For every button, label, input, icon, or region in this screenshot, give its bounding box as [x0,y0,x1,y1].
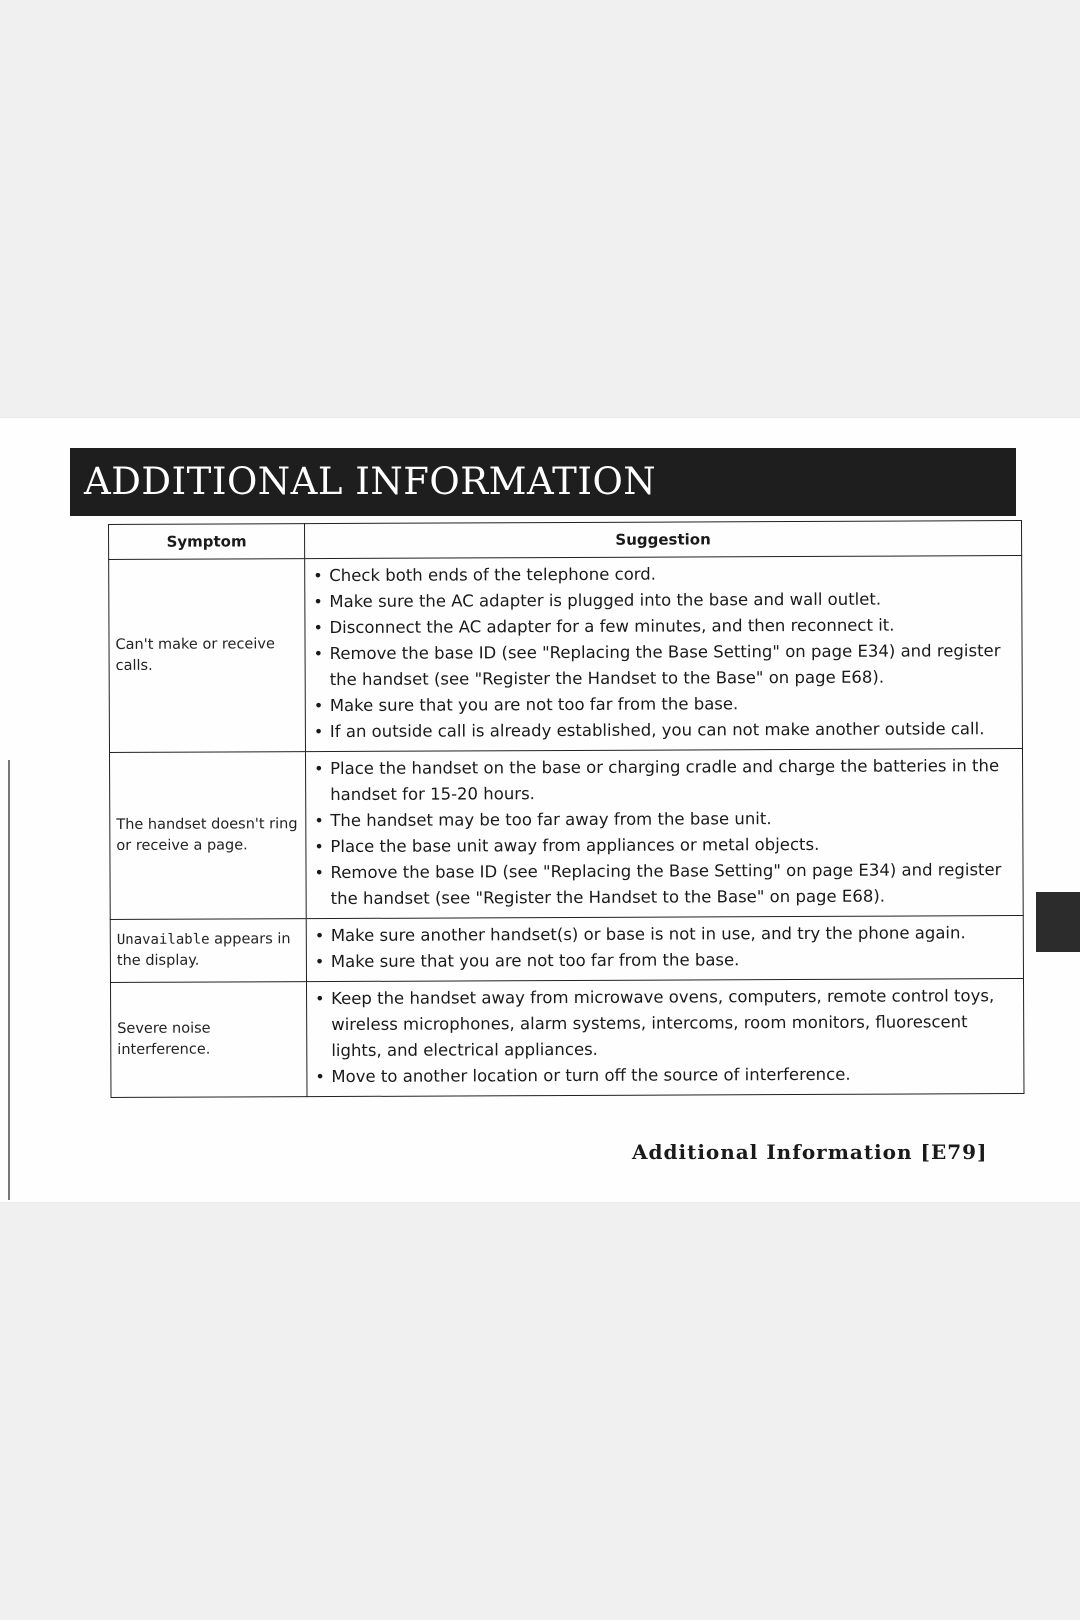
suggestion-cell [305,749,1023,919]
symptom-cell: Can't make or receive calls. [109,559,306,753]
suggestion-list [312,753,1017,912]
page-footer: Additional Information [E79] [632,1140,988,1164]
suggestion-cell [306,916,1023,982]
suggestion-item: • Make sure that you are not too far from the base. [313,946,1017,975]
suggestion-list [311,560,1016,745]
symptom-cell [110,919,306,983]
suggestion-item: • Place the base unit away from appliances or metal objects. [312,831,1016,860]
section-title: ADDITIONAL INFORMATION [84,460,657,503]
table-row [109,556,1023,753]
suggestion-item: • Move to another location or turn off the source of interference. [313,1061,1017,1090]
suggestion-list [313,920,1017,975]
suggestion-item: • Make sure that you are not too far from the base. [312,690,1016,719]
troubleshooting-table [108,520,1024,1098]
suggestion-item: • The handset may be too far away from the base unit. [312,805,1016,834]
table-row [111,979,1024,1098]
suggestion-cell [306,979,1023,1097]
suggestion-item: • Place the handset on the base or charging cradle and charge the batteries in the handset for 15-20 hours. [312,753,1016,808]
symptom-text: appears in the display. [116,931,291,969]
suggestion-item: • Make sure another handset(s) or base is not in use, and try the phone again. [313,920,1017,949]
chapter-tab-marker [1036,892,1080,952]
suggestion-item: • If an outside call is already established, you can not make another outside call. [312,716,1016,745]
table-row [109,749,1023,920]
table-header-row [109,521,1022,560]
section-banner [70,448,1016,516]
suggestion-item: • Disconnect the AC adapter for a few minutes, and then reconnect it. [311,612,1015,641]
symptom-cell: Severe noise interference. [111,982,307,1098]
suggestion-item: • Make sure the AC adapter is plugged into the base and wall outlet. [311,586,1015,615]
suggestion-item: • Remove the base ID (see "Replacing the Base Setting" on page E34) and register the handset (see "Register the Handset to the Base" on page E68). [312,638,1016,693]
suggestion-column-header: Suggestion [305,521,1022,559]
symptom-cell: The handset doesn't ring or receive a page. [109,752,306,920]
suggestion-item: • Check both ends of the telephone cord. [311,560,1015,589]
table-row [110,916,1023,983]
suggestion-cell [305,556,1023,752]
display-message-code: Unavailable [116,931,210,948]
symptom-column-header: Symptom [109,524,305,560]
suggestion-list [313,983,1017,1090]
page-edge-line [8,760,10,1200]
suggestion-item: • Remove the base ID (see "Replacing the Base Setting" on page E34) and register the handset (see "Register the Handset to the Base" on page E68). [312,857,1016,912]
suggestion-item: • Keep the handset away from microwave ovens, computers, remote control toys, wireless microphones, alarm systems, intercoms, room monitors, fluorescent lights, and electrical appliances. [313,983,1017,1064]
